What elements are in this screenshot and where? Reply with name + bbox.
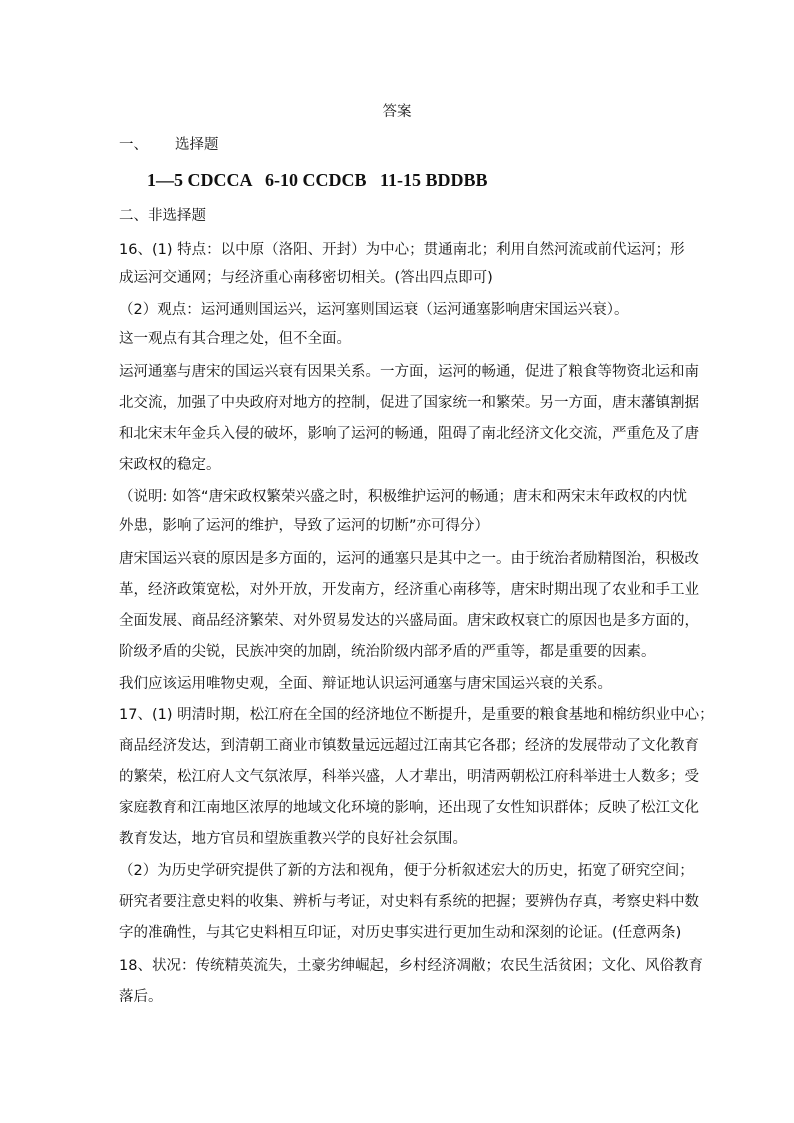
body-line: 16、(1) 特点：以中原（洛阳、开封）为中心；贯通南北；利用自然河流或前代运河；形 xyxy=(119,242,685,258)
body-line: 的繁荣，松江府人文气氛浓厚，科举兴盛，人才辈出，明清两朝松江府科举进士人数多；受 xyxy=(119,769,699,785)
body-line: 18、状况：传统精英流失，土豪劣绅崛起，乡村经济凋敝；农民生活贫困；文化、风俗教育 xyxy=(119,958,703,974)
body-line: 这一观点有其合理之处，但不全面。 xyxy=(119,331,351,347)
page-title: 答案 xyxy=(382,104,412,120)
body-line: 和北宋末年金兵入侵的破坏，影响了运河的畅通，阻碍了南北经济文化交流，严重危及了唐 xyxy=(119,426,699,442)
body-line: 商品经济发达，到清朝工商业市镇数量远远超过江南其它各郡；经济的发展带动了文化教育 xyxy=(119,738,699,754)
section-two-heading: 二、非选择题 xyxy=(119,208,206,224)
body-line: 唐宋国运兴衰的原因是多方面的，运河的通塞只是其中之一。由于统治者励精图治，积极改 xyxy=(119,551,699,567)
body-line: 成运河交通网；与经济重心南移密切相关。(答出四点即可) xyxy=(119,270,493,286)
body-line: 17、(1) 明清时期，松江府在全国的经济地位不断提升，是重要的粮食基地和棉纺织业中心； xyxy=(119,707,714,723)
body-line: 宋政权的稳定。 xyxy=(119,457,221,473)
section-one-number: 一、 xyxy=(119,137,148,153)
body-line: 阶级矛盾的尖锐，民族冲突的加剧，统治阶级内部矛盾的严重等，都是重要的因素。 xyxy=(119,644,656,660)
body-line: （说明: 如答“唐宋政权繁荣兴盛之时，积极维护运河的畅通；唐末和两宋末年政权的内忧 xyxy=(119,489,688,505)
body-line: 落后。 xyxy=(119,989,163,1005)
body-line: 运河通塞与唐宋的国运兴衰有因果关系。一方面，运河的畅通，促进了粮食等物资北运和南 xyxy=(119,364,699,380)
body-line: 北交流，加强了中央政府对地方的控制，促进了国家统一和繁荣。另一方面，唐末藩镇割据 xyxy=(119,395,699,411)
body-line: 全面发展、商品经济繁荣、对外贸易发达的兴盛局面。唐宋政权衰亡的原因也是多方面的， xyxy=(119,613,699,629)
body-line: 研究者要注意史料的收集、辨析与考证，对史料有系统的把握；要辨伪存真，考察史料中数 xyxy=(119,894,699,910)
body-line: （2）为历史学研究提供了新的方法和视角，便于分析叙述宏大的历史，拓宽了研究空间； xyxy=(119,863,694,879)
section-one-label: 选择题 xyxy=(175,137,219,153)
multiple-choice-answers: 1—5 CDCCA 6-10 CCDCB 11-15 BDDBB xyxy=(147,170,488,190)
body-line: （2）观点：运河通则国运兴，运河塞则国运衰（运河通塞影响唐宋国运兴衰）。 xyxy=(119,302,629,318)
body-line: 教育发达，地方官员和望族重教兴学的良好社会氛围。 xyxy=(119,831,467,847)
body-line: 我们应该运用唯物史观，全面、辩证地认识运河通塞与唐宋国运兴衰的关系。 xyxy=(119,676,612,692)
body-line: 家庭教育和江南地区浓厚的地域文化环境的影响，还出现了女性知识群体；反映了松江文化 xyxy=(119,800,699,816)
body-line: 外患，影响了运河的维护，导致了运河的切断”亦可得分） xyxy=(119,518,490,534)
body-line: 字的准确性，与其它史料相互印证，对历史事实进行更加生动和深刻的论证。(任意两条) xyxy=(119,925,682,941)
body-line: 革，经济政策宽松，对外开放，开发南方，经济重心南移等，唐宋时期出现了农业和手工业 xyxy=(119,582,699,598)
